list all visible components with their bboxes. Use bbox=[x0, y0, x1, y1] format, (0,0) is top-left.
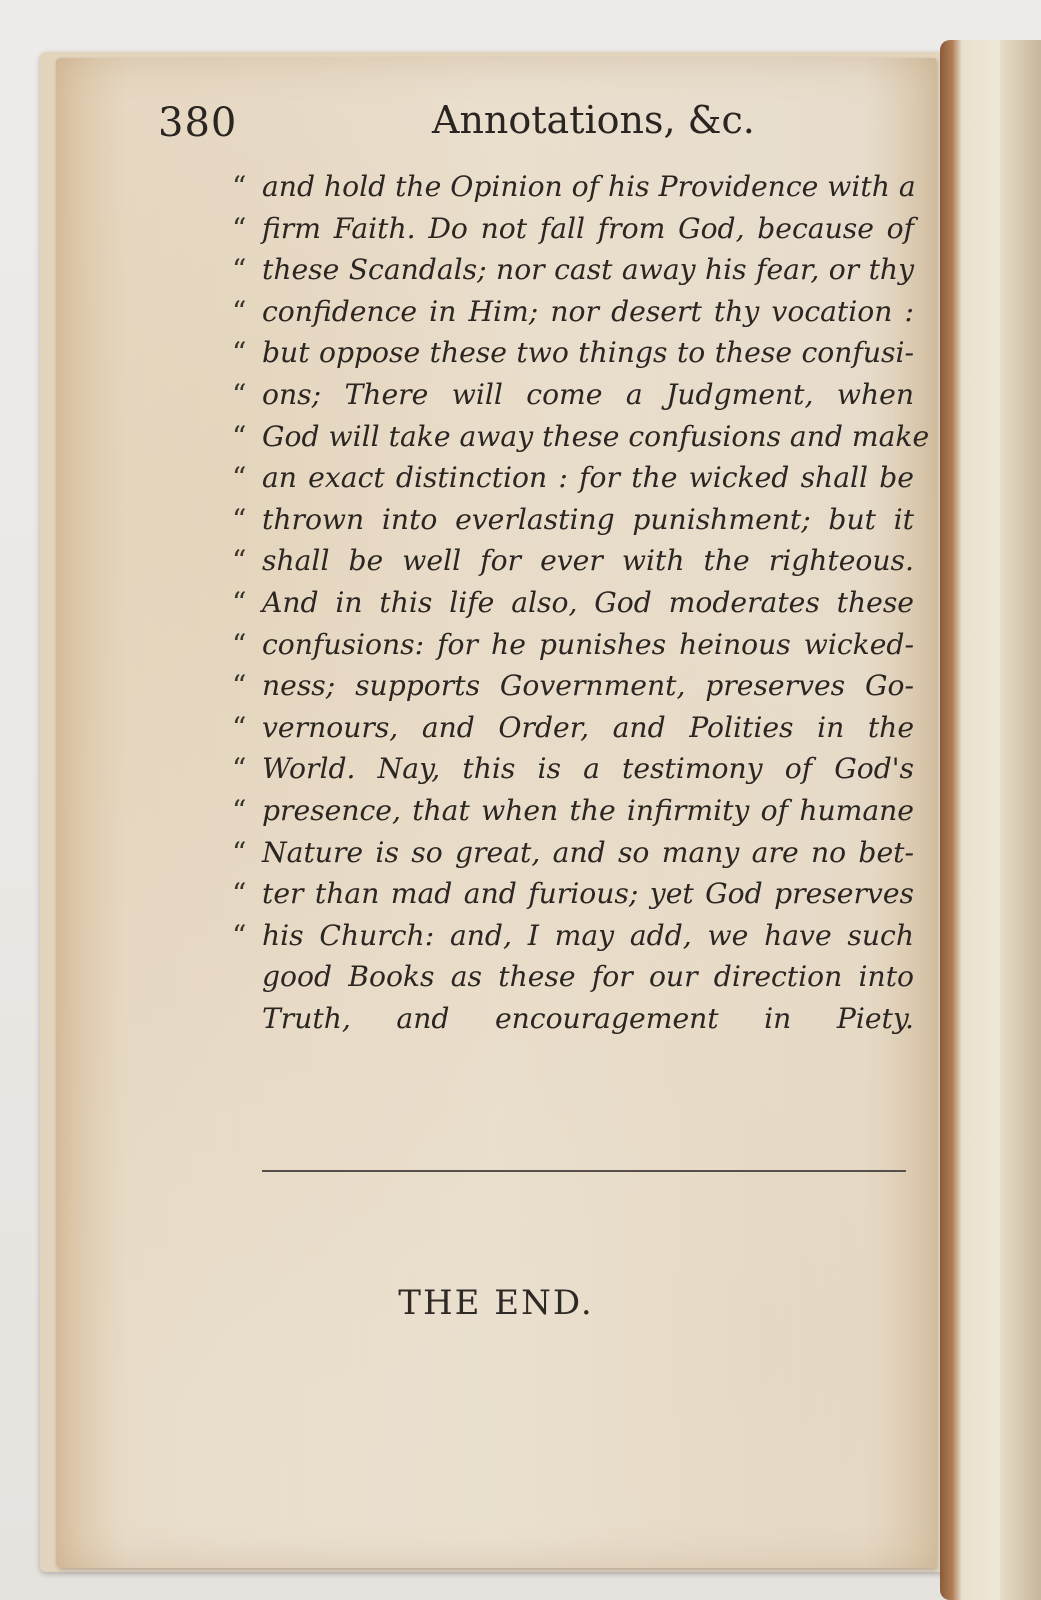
text-line bbox=[232, 915, 914, 957]
text-line bbox=[232, 540, 914, 582]
text-line bbox=[232, 499, 914, 541]
quote-mark: “ bbox=[232, 461, 247, 495]
text-line bbox=[232, 748, 914, 790]
quote-mark: “ bbox=[232, 877, 247, 911]
text-line bbox=[232, 249, 914, 291]
text-line bbox=[262, 998, 914, 1040]
line-text: an exact distinction : for the wicked shall be bbox=[262, 461, 914, 495]
book-page bbox=[56, 58, 936, 1568]
line-text: ons; There will come a Judgment, when bbox=[262, 377, 914, 411]
quote-mark: “ bbox=[232, 585, 247, 619]
line-text: and hold the Opinion of his Providence with a bbox=[262, 170, 916, 203]
quote-mark: “ bbox=[232, 627, 247, 661]
quote-mark: “ bbox=[232, 502, 247, 536]
line-text: ness; supports Government, preserves Go- bbox=[262, 669, 914, 703]
line-text: good Books as these for our direction into bbox=[262, 960, 914, 994]
quote-mark: “ bbox=[232, 377, 247, 411]
text-line bbox=[232, 208, 914, 250]
text-line bbox=[262, 956, 914, 998]
quote-mark: “ bbox=[232, 544, 247, 578]
quote-mark: “ bbox=[232, 835, 247, 869]
the-end-text: THE END. bbox=[398, 1283, 594, 1323]
line-text: And in this life also, God moderates these bbox=[262, 585, 914, 619]
line-text: thrown into everlasting punishment; but it bbox=[262, 502, 914, 536]
quote-mark: “ bbox=[232, 669, 247, 703]
line-text: Truth, and encouragement in Piety. bbox=[262, 1001, 914, 1035]
line-text: firm Faith. Do not fall from God, because of bbox=[262, 211, 914, 245]
line-text: Nature is so great, and so many are no bet- bbox=[262, 835, 914, 869]
line-text: shall be well for ever with the righteous. bbox=[262, 544, 914, 578]
text-line bbox=[232, 707, 914, 749]
line-text: confusions: for he punishes heinous wicked- bbox=[262, 627, 914, 661]
line-text: World. Nay, this is a testimony of God's bbox=[262, 752, 914, 786]
quote-mark: “ bbox=[232, 752, 247, 786]
page-number: 380 bbox=[158, 100, 238, 146]
line-text: these Scandals; nor cast away his fear, or thy bbox=[262, 253, 914, 287]
body-text bbox=[232, 166, 930, 1039]
text-line bbox=[232, 416, 930, 458]
text-line bbox=[232, 166, 916, 208]
line-text: God will take away these confusions and make bbox=[262, 419, 930, 453]
line-text: but oppose these two things to these confusi- bbox=[262, 336, 914, 370]
quote-mark: “ bbox=[232, 253, 247, 287]
next-leaf-edge bbox=[1000, 40, 1041, 1600]
horizontal-rule bbox=[262, 1170, 906, 1172]
text-line bbox=[232, 457, 914, 499]
text-line bbox=[232, 832, 914, 874]
text-line bbox=[232, 790, 914, 832]
line-text: his Church: and, I may add, we have such bbox=[262, 918, 914, 952]
line-text: vernours, and Order, and Polities in the bbox=[262, 710, 914, 744]
running-head: Annotations, &c. bbox=[432, 98, 755, 142]
quote-mark: “ bbox=[232, 336, 247, 370]
page-header bbox=[56, 94, 936, 154]
text-line bbox=[232, 665, 914, 707]
text-line bbox=[232, 374, 914, 416]
text-line bbox=[232, 582, 914, 624]
line-text: confidence in Him; nor desert thy vocation : bbox=[262, 294, 914, 328]
quote-mark: “ bbox=[232, 211, 247, 245]
quote-mark: “ bbox=[232, 710, 247, 744]
text-line bbox=[232, 624, 914, 666]
quote-mark: “ bbox=[232, 170, 247, 203]
quote-mark: “ bbox=[232, 419, 247, 453]
text-line bbox=[232, 873, 914, 915]
text-line bbox=[232, 332, 914, 374]
quote-mark: “ bbox=[232, 793, 247, 827]
line-text: presence, that when the infirmity of humane bbox=[262, 793, 914, 827]
quote-mark: “ bbox=[232, 294, 247, 328]
text-line bbox=[232, 291, 914, 333]
quote-mark: “ bbox=[232, 918, 247, 952]
line-text: ter than mad and furious; yet God preserves bbox=[262, 877, 914, 911]
